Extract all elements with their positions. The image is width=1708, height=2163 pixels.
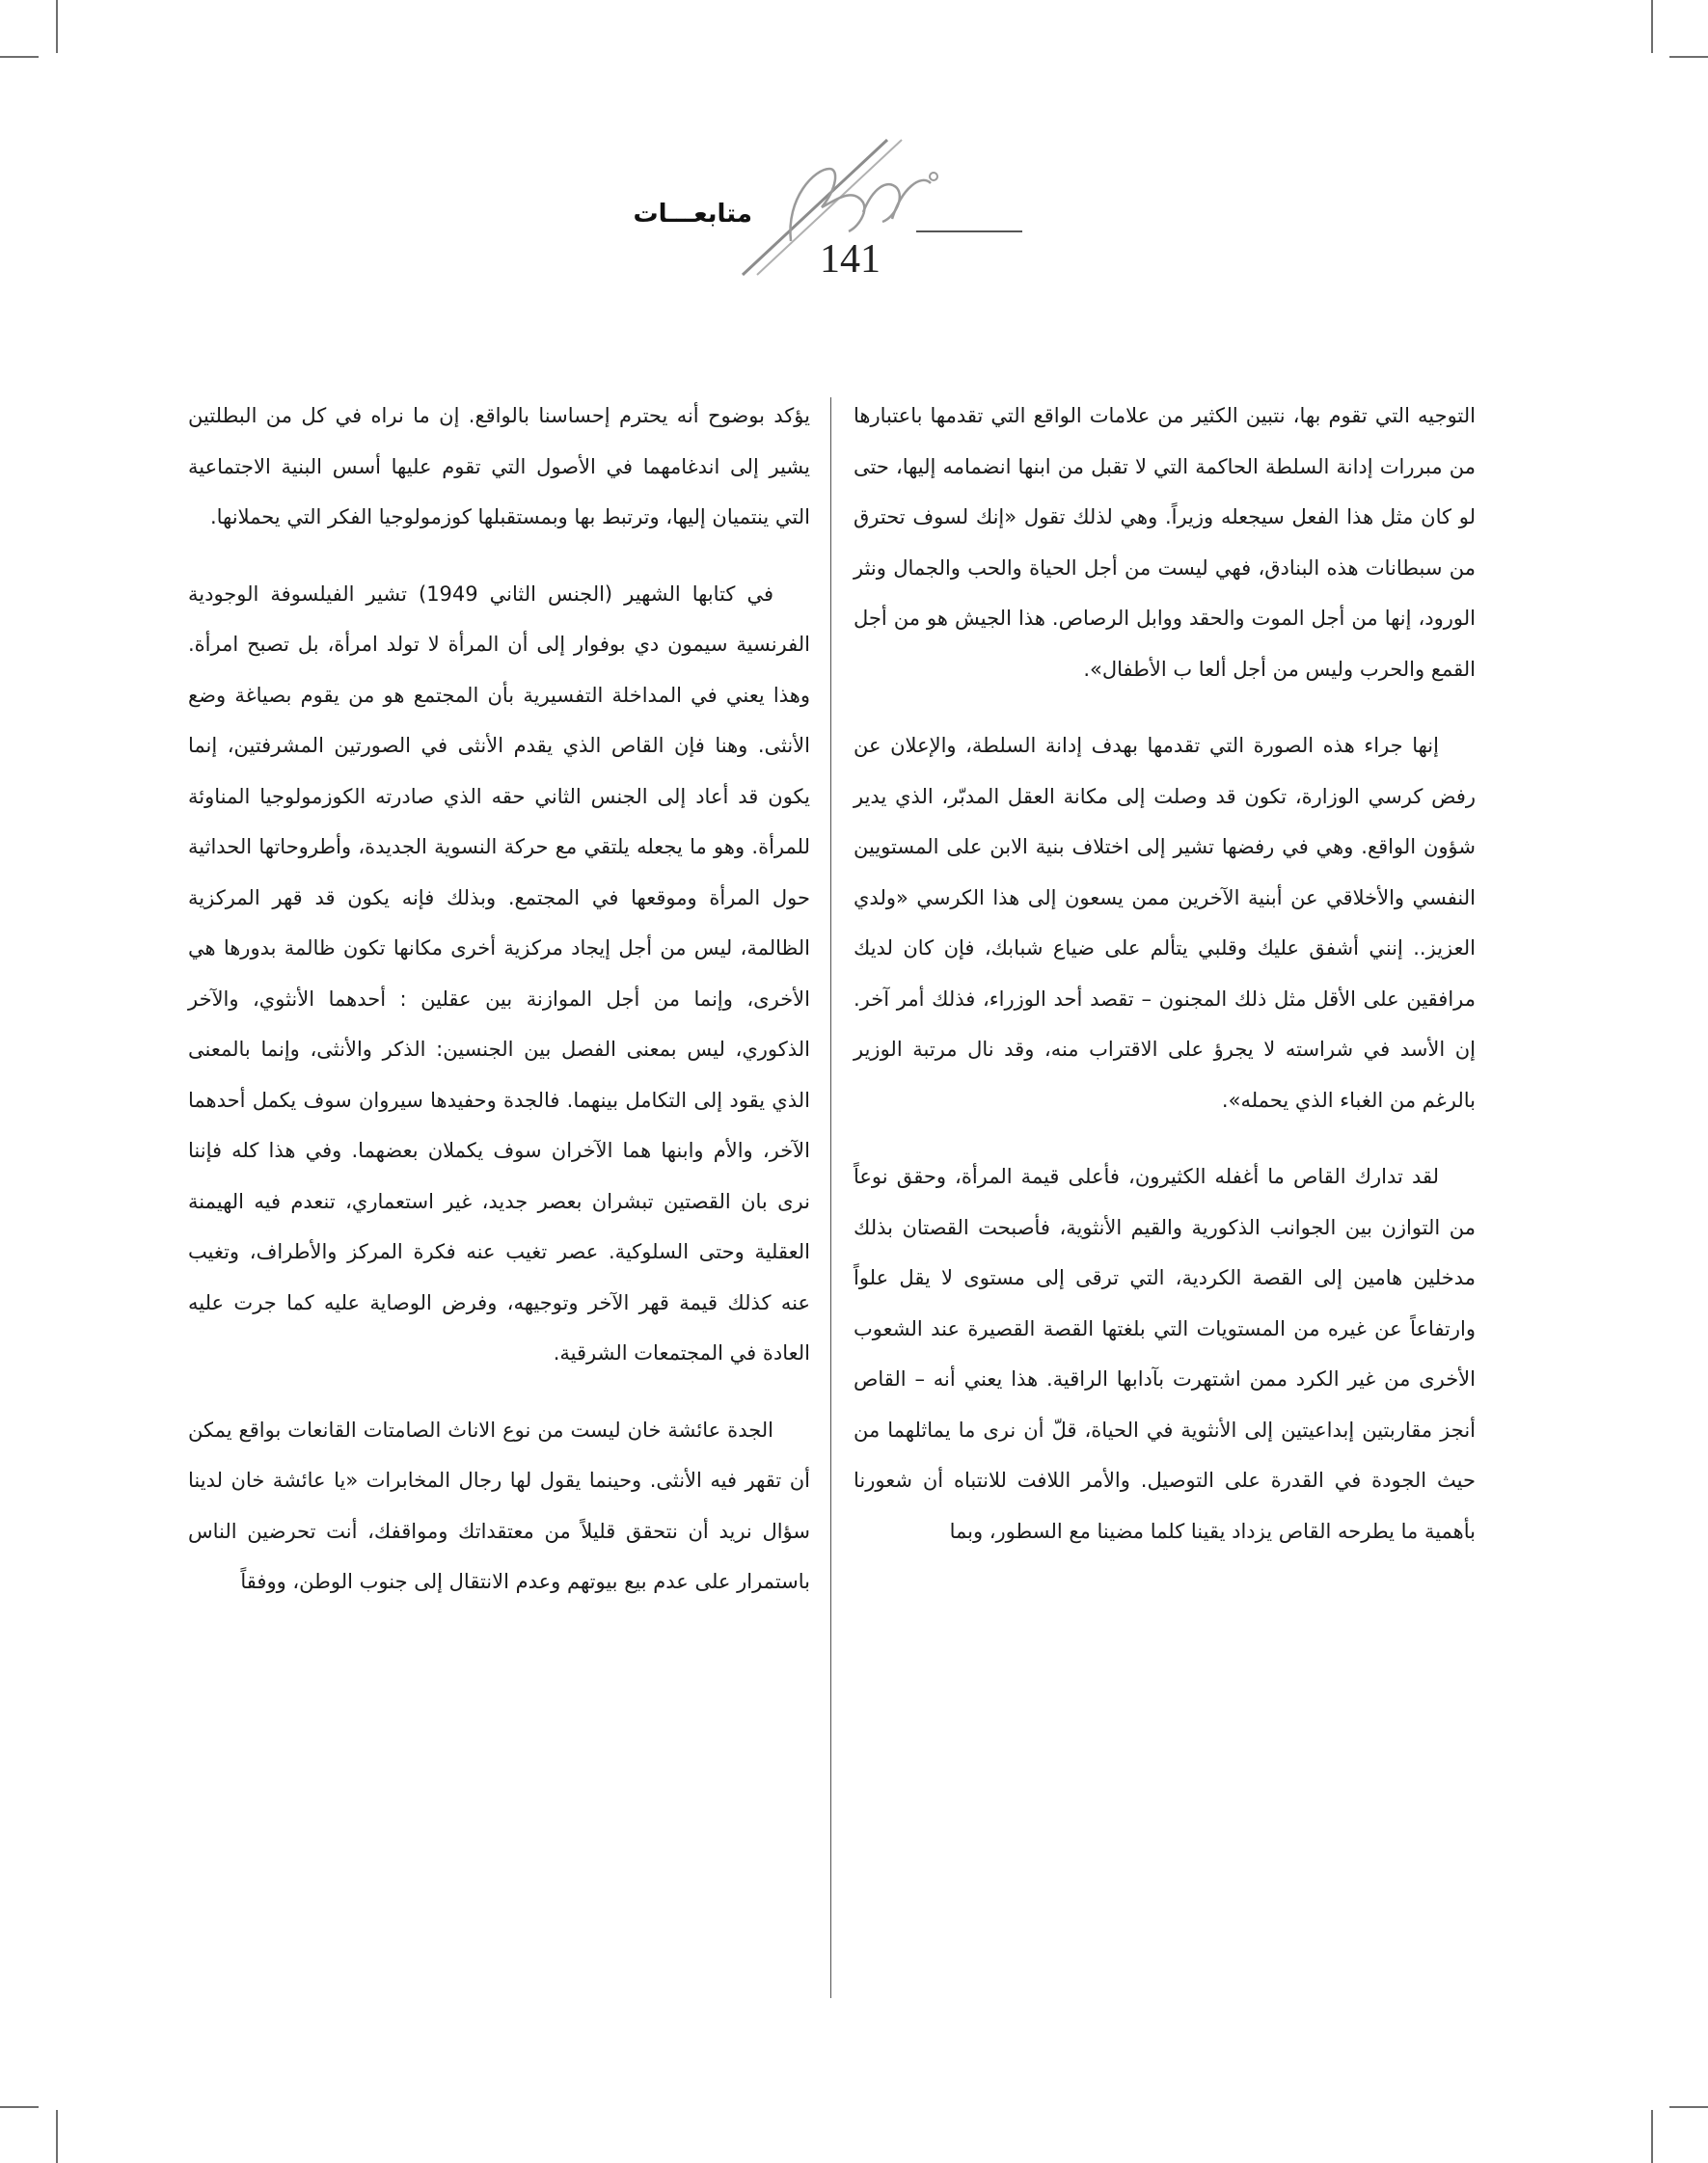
article-column-right xyxy=(854,391,1476,1582)
crop-mark-bottom-right-horizontal xyxy=(1669,2106,1708,2108)
crop-mark-top-right xyxy=(1651,0,1653,53)
page-number: 141 xyxy=(820,237,881,282)
crop-mark-top-right-horizontal xyxy=(1669,56,1708,58)
crop-mark-bottom-left-horizontal xyxy=(0,2106,39,2108)
section-label: متابعـــات xyxy=(633,200,752,229)
crop-mark-top-left-horizontal xyxy=(0,56,39,58)
paragraph: إنها جراء هذه الصورة التي تقدمها بهدف إدانة السلطة، والإعلان عن رفض كرسي الوزارة، تكون قد وصلت إلى مكانة العقل المدبّر، الذي يدير شؤون الواقع. وهي في رفضها تشير إلى اختلاف بنية الابن على المستويين النفسي والأخلاقي عن أبنية الآخرين ممن يسعون إلى هذا الكرسي «ولدي العزيز.. إنني أشفق عليك وقلبي يتألم على ضياع شبابك، فإن كان لديك مرافقين على الأقل مثل ذلك المجنون – تقصد أحد الوزراء، فذلك أمر آخر. إن الأسد في شراسته لا يجرؤ على الاقتراب منه، وقد نال مرتبة الوزير بالرغم من الغباء الذي يحمله». xyxy=(854,734,1476,1112)
crop-mark-bottom-left xyxy=(56,2110,58,2163)
column-divider xyxy=(830,397,831,1998)
article-column-left xyxy=(188,391,810,1634)
paragraph: التوجيه التي تقوم بها، نتبين الكثير من علامات الواقع التي تقدمها باعتبارها من مبررات إدانة السلطة الحاكمة التي لا تقبل من ابنها انضمامه إليها، حتى لو كان مثل هذا الفعل سيجعله وزيراً. وهي لذلك تقول «إنك لسوف تحترق من سبطانات هذه البنادق، فهي ليست من أجل الحياة والحب والجمال ونثر الورود، إنها من أجل الموت والحقد ووابل الرصاص. هذا الجيش هو من أجل القمع والحرب وليس من أجل ألعا ب الأطفال». xyxy=(854,404,1476,681)
crop-mark-top-left xyxy=(56,0,58,53)
paragraph: في كتابها الشهير (الجنس الثاني 1949) تشير الفيلسوفة الوجودية الفرنسية سيمون دي بوفوار إلى أن المرأة لا تولد امرأة، بل تصبح امرأة. وهذا يعني في المداخلة التفسيرية بأن المجتمع هو من يقوم بصياغة وضع الأنثى. وهنا فإن القاص الذي يقدم الأنثى في الصورتين المشرفتين، إنما يكون قد أعاد إلى الجنس الثاني حقه الذي صادرته الكوزمولوجيا المناوئة للمرأة. وهو ما يجعله يلتقي مع حركة النسوية الجديدة، وأطروحاتها الحداثية حول المرأة وموقعها في المجتمع. وبذلك فإنه يكون قد قهر المركزية الظالمة، ليس من أجل إيجاد مركزية أخرى مكانها تكون ظالمة بدورها هي الأخرى، وإنما من أجل الموازنة بين عقلين : أحدهما الأنثوي، والآخر الذكوري، ليس بمعنى الفصل بين الجنسين: الذكر والأنثى، وإنما بالمعنى الذي يقود إلى التكامل بينهما. فالجدة وحفيدها سيروان سوف يكمل أحدهما الآخر، والأم وابنها هما الآخران سوف يكملان بعضهما. وفي هذا كله فإننا نرى بان القصتين تبشران بعصر جديد، غير استعماري، تنعدم فيه الهيمنة العقلية وحتى السلوكية. عصر تغيب عنه فكرة المركز والأطراف، وتغيب عنه كذلك قيمة قهر الآخر وتوجيهه، وفرض الوصاية عليه كما جرت عليه العادة في المجتمعات الشرقية. xyxy=(188,581,810,1365)
paragraph: يؤكد بوضوح أنه يحترم إحساسنا بالواقع. إن ما نراه في كل من البطلتين يشير إلى اندغامهما في الأصول التي تقوم عليها أسس البنية الاجتماعية التي ينتميان إليها، وترتبط بها وبمستقبلها كوزمولوجيا الفكر التي يحملانها. xyxy=(188,404,810,528)
crop-mark-bottom-right xyxy=(1651,2110,1653,2163)
paragraph: الجدة عائشة خان ليست من نوع الاناث الصامتات القانعات بواقع يمكن أن تقهر فيه الأنثى. وحينما يقول لها رجال المخابرات «يا عائشة خان لدينا سؤال نريد أن نتحقق قليلاً من معتقداتك ومواقفك، أنت تحرضين الناس باستمرار على عدم بيع بيوتهم وعدم الانتقال إلى جنوب الوطن، ووفقاً xyxy=(188,1418,810,1593)
paragraph: لقد تدارك القاص ما أغفله الكثيرون، فأعلى قيمة المرأة، وحقق نوعاً من التوازن بين الجوانب الذكورية والقيم الأنثوية، فأصبحت القصتان بذلك مدخلين هامين إلى القصة الكردية، التي ترقى إلى مستوى لا يقل علواً وارتفاعاً عن غيره من المستويات التي بلغتها القصة القصيرة عند الشعوب الأخرى من غير الكرد ممن اشتهرت بآدابها الراقية. هذا يعني أنه – القاص أنجز مقاربتين إبداعيتين إلى الأنثوية في الحياة، قلّ أن نرى ما يماثلهما من حيث الجودة في القدرة على التوصيل. والأمر اللافت للانتباه أن شعورنا بأهمية ما يطرحه القاص يزداد يقينا كلما مضينا مع السطور، وبما xyxy=(854,1165,1476,1543)
